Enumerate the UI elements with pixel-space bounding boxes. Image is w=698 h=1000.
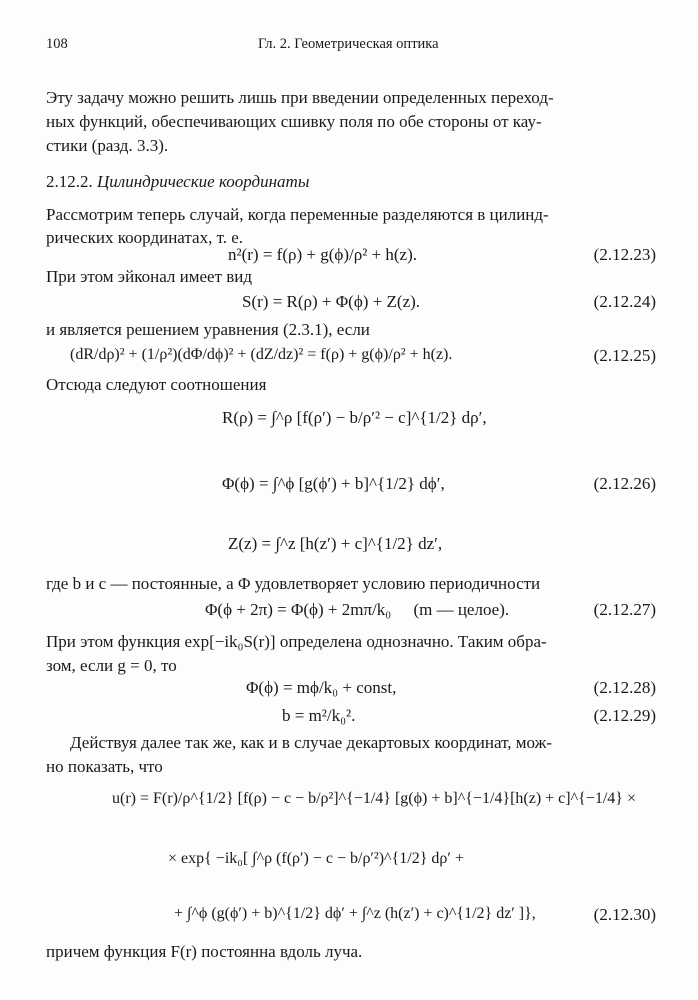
- equation-number-25: (2.12.25): [593, 346, 656, 365]
- equation-number-27: (2.12.27): [593, 600, 656, 619]
- equation-2-12-26-R: R(ρ) = ∫^ρ [f(ρ′) − b/ρ′² − c]^{1/2} dρ′,: [222, 408, 487, 427]
- equation-2-12-30-line-1: u(r) = F(r)/ρ^{1/2} [f(ρ) − c − b/ρ²]^{−1/4} [g(ϕ) + b]^{−1/4}[h(z) + c]^{−1/4} ×: [112, 790, 636, 807]
- section-title: Цилиндрические координаты: [97, 172, 310, 191]
- para1-line-2: ных функций, обеспечивающих сшивку поля по обе стороны от кау-: [46, 112, 542, 131]
- equation-2-12-29: b = m²/k₀².: [282, 706, 356, 725]
- equation-2-12-27: [205, 600, 509, 620]
- para1-line-1: Эту задачу можно решить лишь при введении определенных переход-: [46, 88, 554, 107]
- equation-2-12-26-Z: Z(z) = ∫^z [h(z′) + c]^{1/2} dz′,: [228, 534, 443, 553]
- para3-line-2: зом, если g = 0, то: [46, 656, 177, 675]
- running-title: Гл. 2. Геометрическая оптика: [258, 36, 439, 52]
- section-heading: [46, 172, 309, 192]
- para3-line-1: При этом функция exp[−ik₀S(r)] определена однозначно. Таким обра-: [46, 632, 547, 651]
- equation-number-23: (2.12.23): [593, 245, 656, 264]
- para4-line-2: но показать, что: [46, 757, 163, 776]
- equation-2-12-27-note: (m — целое).: [413, 600, 510, 619]
- equation-2-12-23: n²(r) = f(ρ) + g(ϕ)/ρ² + h(z).: [228, 245, 418, 264]
- final-text: причем функция F(r) постоянна вдоль луча.: [46, 942, 363, 961]
- page-number: 108: [46, 36, 68, 52]
- equation-number-28: (2.12.28): [593, 678, 656, 697]
- equation-2-12-30-line-2: × exp{ −ik₀[ ∫^ρ (f(ρ′) − c − b/ρ′²)^{1/2} dρ′ +: [168, 850, 464, 867]
- para2-line-1: Рассмотрим теперь случай, когда переменные разделяются в цилинд-: [46, 205, 549, 224]
- equation-number-26: (2.12.26): [593, 474, 656, 493]
- constants-text: где b и c — постоянные, а Φ удовлетворяет условию периодичности: [46, 574, 541, 593]
- solution-text: и является решением уравнения (2.3.1), если: [46, 320, 370, 339]
- relations-text: Отсюда следуют соотношения: [46, 375, 267, 394]
- section-number: 2.12.2.: [46, 172, 93, 191]
- equation-2-12-30-line-3: + ∫^ϕ (g(ϕ′) + b)^{1/2} dϕ′ + ∫^z (h(z′) + c)^{1/2} dz′ ]},: [174, 905, 536, 922]
- equation-number-29: (2.12.29): [593, 706, 656, 725]
- eikonal-text: При этом эйконал имеет вид: [46, 267, 253, 286]
- equation-number-24: (2.12.24): [593, 292, 656, 311]
- equation-2-12-24: S(r) = R(ρ) + Φ(ϕ) + Z(z).: [242, 292, 421, 311]
- equation-number-30: (2.12.30): [593, 905, 656, 924]
- para2-line-2: рических координатах, т. е.: [46, 228, 244, 247]
- equation-2-12-26-Phi: Φ(ϕ) = ∫^ϕ [g(ϕ′) + b]^{1/2} dϕ′,: [222, 474, 445, 493]
- equation-2-12-25: (dR/dρ)² + (1/ρ²)(dΦ/dϕ)² + (dZ/dz)² = f(ρ) + g(ϕ)/ρ² + h(z).: [70, 346, 453, 363]
- equation-2-12-28: Φ(ϕ) = mϕ/k₀ + const,: [246, 678, 397, 697]
- para1-line-3: стики (разд. 3.3).: [46, 136, 169, 155]
- para4-line-1: Действуя далее так же, как и в случае декартовых координат, мож-: [70, 733, 552, 752]
- equation-2-12-27-body: Φ(ϕ + 2π) = Φ(ϕ) + 2mπ/k₀: [205, 600, 392, 619]
